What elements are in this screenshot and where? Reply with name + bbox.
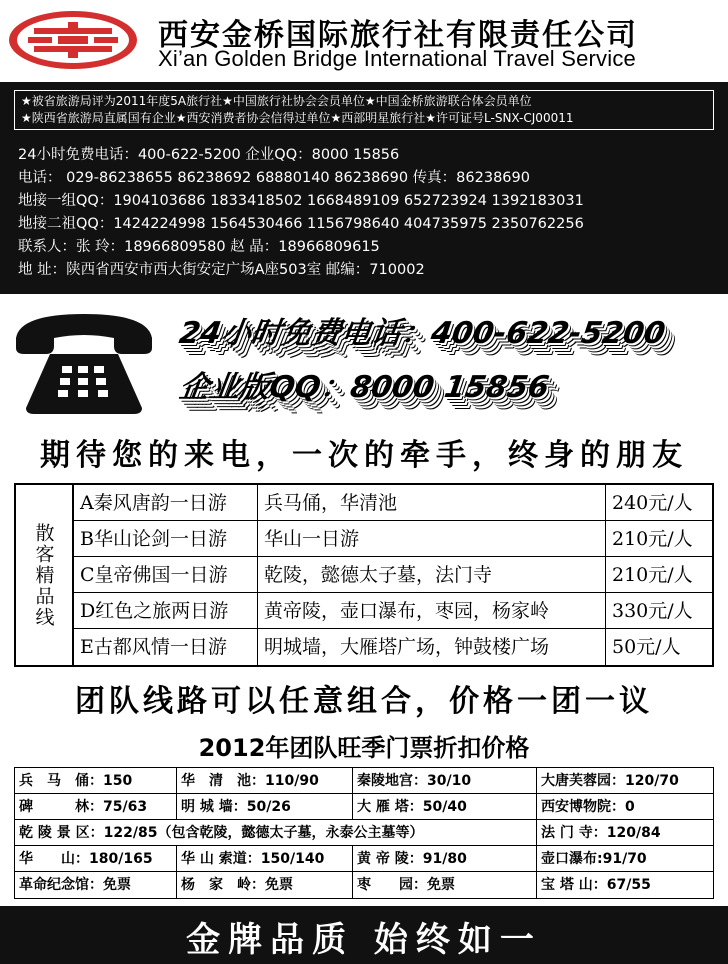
tour-row xyxy=(74,521,712,557)
ticket-row xyxy=(15,768,713,794)
ticket-cell: 兵 马 俑：150 xyxy=(15,768,177,794)
qq-group2-row: 地接二祖QQ：1424224998 1564530466 1156798640 404735975 2350762256 xyxy=(18,216,584,232)
ticket-cell: 碑 林：75/63 xyxy=(15,794,177,820)
honors-box xyxy=(14,90,714,130)
tour-price: 210元/人 xyxy=(612,528,693,550)
hotline-banner: 24小时免费电话：400-622-5200 xyxy=(177,316,668,351)
ticket-cell: 革命纪念馆：免票 xyxy=(15,872,177,898)
tour-name: E古都风情一日游 xyxy=(74,629,258,665)
company-name-cn: 西安金桥国际旅行社有限责任公司 xyxy=(158,18,638,53)
contact-list xyxy=(18,144,718,282)
tour-price: 50元/人 xyxy=(612,636,681,658)
ticket-cell: 大唐芙蓉园：120/70 xyxy=(541,773,679,789)
tours-table xyxy=(14,483,714,667)
ticket-cell: 杨 家 岭：免票 xyxy=(177,872,353,898)
ticket-row xyxy=(15,820,713,846)
contact-person-row: 联系人：张 玲：18966809580 赵 晶：18966809615 xyxy=(18,239,380,255)
address-row: 地 址：陕西省西安市西大街安定广场A座503室 邮编：710002 xyxy=(18,262,425,278)
tour-row xyxy=(74,629,712,665)
tour-sites: 乾陵，懿德太子墓，法门寺 xyxy=(258,557,606,593)
tour-sites: 明城墙，大雁塔广场，钟鼓楼广场 xyxy=(258,629,606,665)
tour-name: A秦风唐韵一日游 xyxy=(74,485,258,521)
tours-label-text: 散客精品线 xyxy=(32,522,55,628)
ticket-cell: 华 清 池：110/90 xyxy=(177,768,353,794)
tour-row xyxy=(74,485,712,521)
tour-name: B华山论剑一日游 xyxy=(74,521,258,557)
tickets-title: 2012年团队旺季门票折扣价格 xyxy=(198,734,530,762)
tour-price: 210元/人 xyxy=(612,564,693,586)
qq-group1-row: 地接一组QQ：1904103686 1833418502 1668489109 652723924 1392183031 xyxy=(18,193,584,209)
qq-banner: 企业版QQ：8000 15856 xyxy=(177,370,552,405)
tours-label xyxy=(16,485,74,665)
tour-price: 330元/人 xyxy=(612,600,693,622)
tour-name: C皇帝佛国一日游 xyxy=(74,557,258,593)
tickets-table xyxy=(14,767,714,899)
phone-fax-row: 电话： 029-86238655 86238692 68880140 86238690 传真：86238690 xyxy=(18,170,530,186)
honors-line: ★陕西省旅游局直属国有企业★西安消费者协会信得过单位★西部明星旅行社★许可证号L-SNX-CJ00011 xyxy=(21,111,574,125)
slogan-group: 团队线路可以任意组合，价格一团一议 xyxy=(75,684,653,719)
tour-row xyxy=(74,557,712,593)
company-name-en: Xi’an Golden Bridge International Travel Service xyxy=(158,46,636,71)
ticket-cell: 明 城 墙：50/26 xyxy=(177,794,353,820)
ticket-cell: 大 雁 塔：50/40 xyxy=(353,794,537,820)
honors-line: ★被省旅游局评为2011年度5A旅行社★中国旅行社协会会员单位★中国金桥旅游联合体会员单位 xyxy=(21,94,532,108)
ticket-cell: 法 门 寺：120/84 xyxy=(541,825,661,841)
ticket-row xyxy=(15,872,713,898)
footer-slogan: 金牌品质 始终如一 xyxy=(186,920,542,960)
telephone-icon xyxy=(10,308,158,416)
tour-sites: 黄帝陵，壶口瀑布，枣园，杨家岭 xyxy=(258,593,606,629)
ticket-cell: 西安博物院：0 xyxy=(541,799,635,815)
ticket-row xyxy=(15,846,713,872)
hotline-row: 24小时免费电话：400-622-5200 企业QQ：8000 15856 xyxy=(18,147,400,163)
golden-bridge-logo-icon xyxy=(6,8,140,72)
tour-price: 240元/人 xyxy=(612,492,693,514)
ticket-cell: 秦陵地宫：30/10 xyxy=(353,768,537,794)
tour-sites: 华山一日游 xyxy=(258,521,606,557)
tour-sites: 兵马俑，华清池 xyxy=(258,485,606,521)
ticket-cell: 壶口瀑布:91/70 xyxy=(541,851,647,867)
ticket-cell: 枣 园：免票 xyxy=(353,872,537,898)
ticket-cell: 华 山：180/165 xyxy=(15,846,177,872)
page-header xyxy=(0,0,728,78)
tour-row xyxy=(74,593,712,629)
ticket-cell: 华 山 索道：150/140 xyxy=(177,846,353,872)
ticket-cell: 宝 塔 山：67/55 xyxy=(541,877,651,893)
ticket-row xyxy=(15,794,713,820)
ticket-cell: 乾 陵 景 区：122/85（包含乾陵，懿德太子墓，永泰公主墓等） xyxy=(15,820,537,846)
slogan-call: 期待您的来电，一次的牵手，终身的朋友 xyxy=(40,438,688,473)
ticket-cell: 黄 帝 陵：91/80 xyxy=(353,846,537,872)
tour-name: D红色之旅两日游 xyxy=(74,593,258,629)
